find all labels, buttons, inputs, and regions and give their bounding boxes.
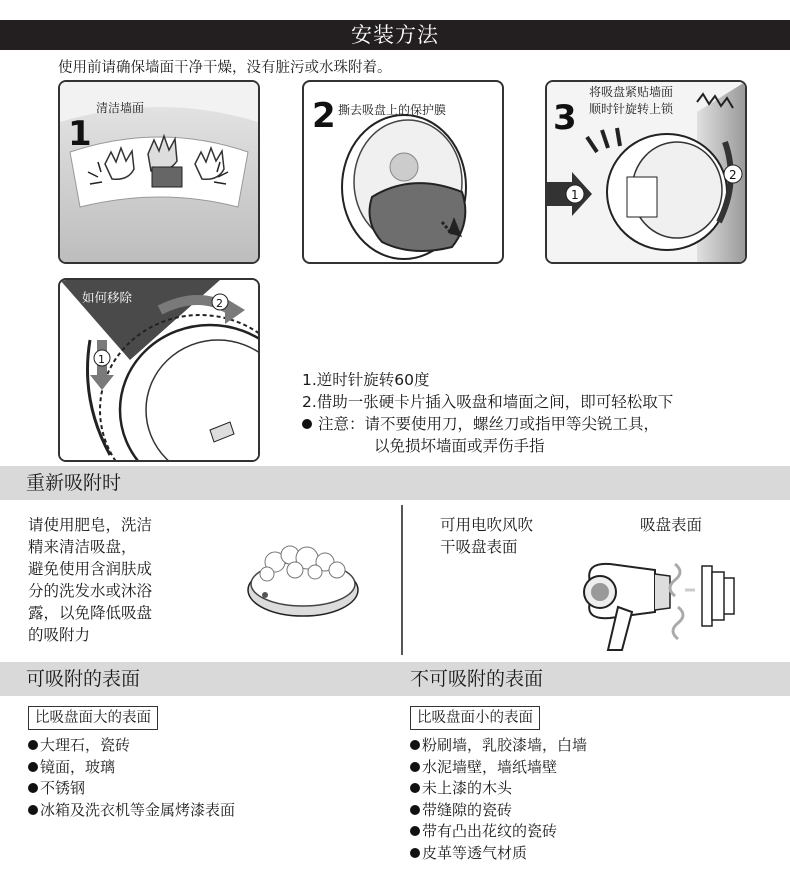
svg-text:2: 2 — [729, 168, 737, 182]
reattach-line: 的吸附力 — [28, 626, 91, 644]
step-1-number: 1 — [68, 114, 92, 154]
svg-text:1: 1 — [98, 353, 105, 366]
suitable-tag: 比吸盘面大的表面 — [28, 706, 158, 730]
removal-illustration — [60, 280, 258, 460]
step-2-number: 2 — [312, 96, 336, 136]
list-item: 带有凸出花纹的瓷砖 — [410, 821, 587, 843]
soapy-suction-cup-illustration — [245, 540, 365, 620]
reattach-line: 露，以免降低吸盘 — [28, 604, 153, 622]
unsuitable-surfaces-title: 不可吸附的表面 — [410, 668, 544, 690]
removal-badge: 如何移除 — [82, 290, 133, 305]
removal-note — [302, 413, 659, 435]
bullet-icon — [302, 419, 312, 429]
reattach-line: 精来清洁吸盘， — [28, 538, 137, 556]
reattach-line: 分的洗发水或沐浴 — [28, 582, 153, 600]
list-item: 粉刷墙，乳胶漆墙，白墙 — [410, 735, 587, 757]
step-3-panel — [545, 80, 747, 264]
list-item: 未上漆的木头 — [410, 778, 587, 800]
removal-note-line1: 注意：请不要使用刀，螺丝刀或指甲等尖锐工具， — [318, 415, 660, 433]
suitable-list — [28, 735, 235, 821]
surfaces-section-bar — [0, 662, 790, 696]
removal-step-1: 1.逆时针旋转60度 — [302, 371, 430, 389]
hair-dryer-illustration — [560, 552, 760, 656]
bullet-icon — [28, 783, 38, 793]
bullet-icon — [28, 740, 38, 750]
bullet-icon — [410, 762, 420, 772]
svg-text:2: 2 — [216, 297, 223, 310]
bullet-icon — [410, 783, 420, 793]
reattach-line: 请使用肥皂，洗洁 — [28, 516, 153, 534]
reattach-section-title: 重新吸附时 — [0, 466, 790, 500]
removal-note-line2: 以免损坏墙面或弄伤手指 — [374, 437, 545, 455]
svg-text:1: 1 — [571, 188, 579, 202]
list-item: 冰箱及洗衣机等金属烤漆表面 — [28, 800, 235, 822]
removal-panel — [58, 278, 260, 462]
page-title: 安装方法 — [0, 20, 790, 50]
step-2-label: 撕去吸盘上的保护膜 — [338, 103, 447, 117]
list-item: 水泥墙壁，墙纸墙壁 — [410, 757, 587, 779]
list-item: 带缝隙的瓷砖 — [410, 800, 587, 822]
step-3-label-line1: 将吸盘紧贴墙面 — [589, 85, 674, 99]
bullet-icon — [28, 762, 38, 772]
intro-text: 使用前请确保墙面干净干燥，没有脏污或水珠附着。 — [58, 60, 392, 76]
dryer-text-line1: 可用电吹风吹 — [440, 516, 534, 534]
bullet-icon — [410, 805, 420, 815]
bullet-icon — [410, 740, 420, 750]
unsuitable-tag: 比吸盘面小的表面 — [410, 706, 540, 730]
dryer-text-line2: 干吸盘表面 — [440, 538, 518, 556]
bullet-icon — [410, 848, 420, 858]
list-item: 大理石，瓷砖 — [28, 735, 235, 757]
list-item: 镜面，玻璃 — [28, 757, 235, 779]
list-item: 不锈钢 — [28, 778, 235, 800]
step-1-panel — [58, 80, 260, 264]
column-divider — [401, 505, 403, 655]
step-2-panel — [302, 80, 504, 264]
removal-step-2: 2.借助一张硬卡片插入吸盘和墙面之间，即可轻松取下 — [302, 393, 674, 411]
suitable-surfaces-title: 可吸附的表面 — [26, 668, 141, 690]
list-item: 皮革等透气材质 — [410, 843, 587, 865]
step-3-label-line2: 顺时针旋转上锁 — [589, 102, 674, 116]
step-3-number: 3 — [553, 98, 577, 138]
cleaning-hands-illustration — [60, 82, 258, 262]
step-1-label: 清洁墙面 — [96, 101, 145, 115]
unsuitable-list — [410, 735, 587, 864]
bullet-icon — [28, 805, 38, 815]
reattach-line: 避免使用含润肤成 — [28, 560, 153, 578]
bullet-icon — [410, 826, 420, 836]
suction-surface-label: 吸盘表面 — [640, 516, 703, 534]
reattach-left-text — [28, 514, 218, 646]
